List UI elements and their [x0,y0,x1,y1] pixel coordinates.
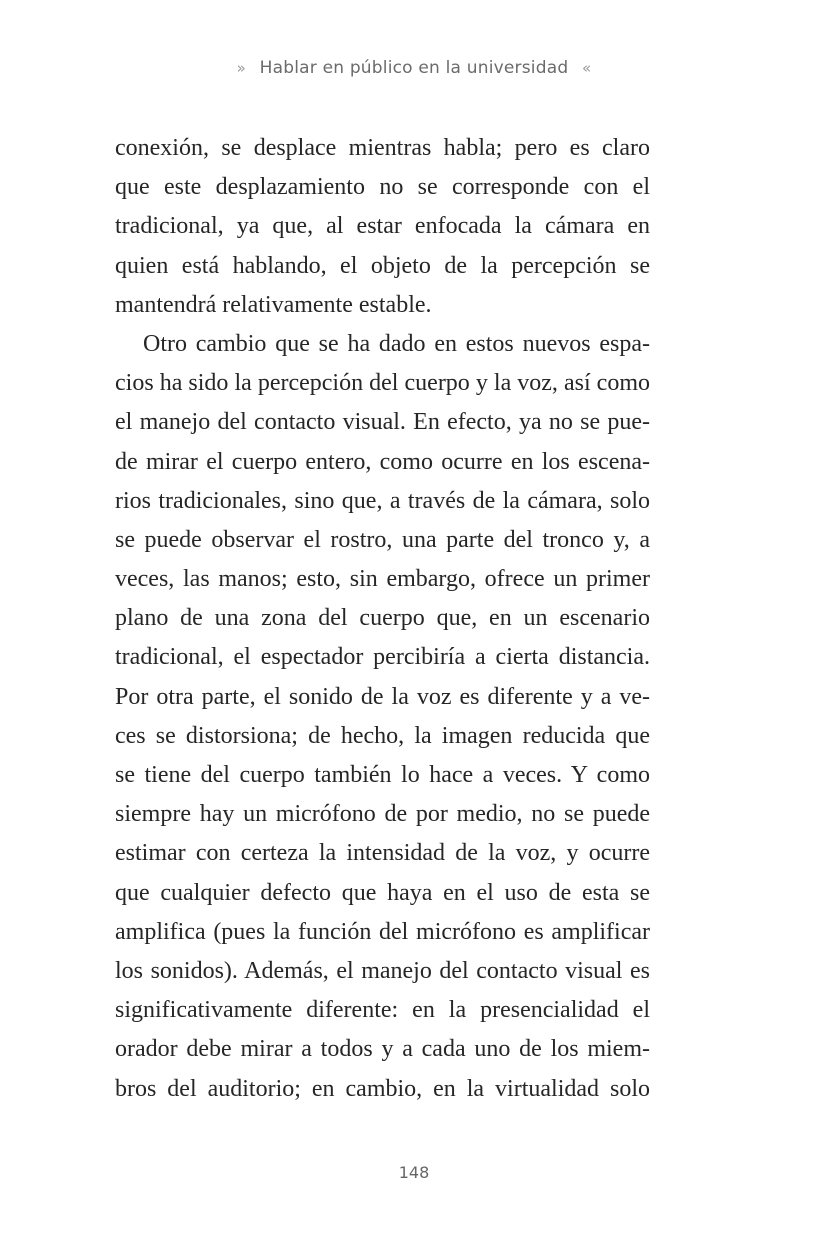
text-line: conexión, se desplace mientras habla; pero es claro [115,135,650,161]
header-close-mark: « [581,59,592,77]
text-line: que cualquier defecto que haya en el uso de esta se [115,879,650,906]
running-header [0,58,828,78]
text-line: Otro cambio que se ha dado en estos nuevos espa- [143,330,650,357]
text-line: los sonidos). Además, el manejo del contacto visual es [115,957,650,984]
header-open-mark: » [236,59,247,77]
text-line: orador debe mirar a todos y a cada uno de los miem- [115,1036,650,1063]
page-number: 148 [398,1163,430,1182]
text-line: de mirar el cuerpo entero, como ocurre en los escena- [115,448,650,475]
text-line: bros del auditorio; en cambio, en la virtualidad solo [115,1075,650,1102]
text-line: cios ha sido la percepción del cuerpo y la voz, así como [115,370,650,397]
text-line: rios tradicionales, sino que, a través de la cámara, solo [115,487,650,514]
text-line: que este desplazamiento no se corresponde con el [115,174,650,201]
text-line: Por otra parte, el sonido de la voz es diferente y a ve- [115,683,650,710]
paragraph-2 [115,325,650,1109]
text-line: amplifica (pues la función del micrófono es amplificar [115,918,650,945]
text-line: siempre hay un micrófono de por medio, no se puede [115,801,650,828]
text-line: mantendrá relativamente estable. [115,291,432,318]
text-line: estimar con certeza la intensidad de la voz, y ocurre [115,840,650,867]
text-line: se puede observar el rostro, una parte del tronco y, a [115,526,650,553]
text-line: plano de una zona del cuerpo que, en un escenario [115,605,650,632]
header-title: Hablar en público en la universidad [259,58,569,78]
text-line: tradicional, el espectador percibiría a cierta distancia. [115,644,650,671]
body-text [115,129,650,1109]
text-line: veces, las manos; esto, sin embargo, ofrece un primer [115,566,650,593]
text-line: significativamente diferente: en la presencialidad el [115,997,650,1024]
text-line: se tiene del cuerpo también lo hace a veces. Y como [115,762,650,788]
text-line: tradicional, ya que, al estar enfocada la cámara en [115,213,650,240]
text-line: ces se distorsiona; de hecho, la imagen reducida que [115,722,650,749]
paragraph-1 [115,129,650,325]
text-line: el manejo del contacto visual. En efecto, ya no se pue- [115,409,650,436]
text-line: quien está hablando, el objeto de la percepción se [115,252,650,279]
